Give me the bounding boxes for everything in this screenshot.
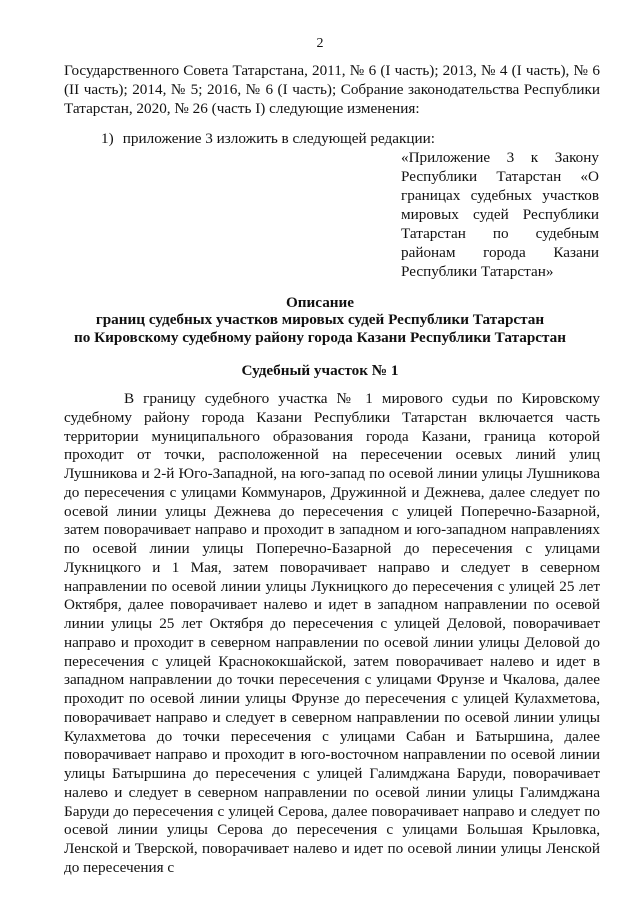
- intro-paragraph: Государственного Совета Татарстана, 2011, № 6 (I часть); 2013, № 4 (I часть), № 6 (II часть); 2014, № 5; 2016, № 6 (I часть); Собрание законодательства Республики Татарстан, 2020, № 26 (часть I) следующие изменения:: [64, 62, 600, 117]
- heading-line-2: границ судебных участков мировых судей Республики Татарстан: [95, 311, 545, 328]
- page-number: 2: [316, 36, 324, 51]
- heading-line-3: по Кировскому судебному району города Казани Республики Татарстан: [73, 329, 567, 346]
- appendix-note: «Приложение 3 к Закону Республики Татарстан «О границах судебных участков мировых судей Республики Татарстан по судебным районам города Казани Республики Татарстан»: [401, 149, 599, 280]
- amendment-text: приложение 3 изложить в следующей редакции:: [122, 130, 435, 147]
- section-body: В границу судебного участка № 1 мирового судьи по Кировскому судебному району города Казани Республики Татарстан включается часть территории муниципального образования города Казани, граница которой проходит от точки, расположенной на пересечении осевых линий улиц Лушникова и 2-й Юго-Западной, на юго-запад по осевой линии улицы Лушникова до пересечения с улицами Коммунаров, Дружинной и Дежнева, далее следует по осевой линии улицы Дежнева до пересечения с улицей Поперечно-Базарной, затем поворачивает направо и проходит в западном и юго-западном направлениях по осевой линии улицы Поперечно-Базарной до пересечения с улицами Лукницкого и 1 Мая, затем поворачивает направо и следует в северном направлении по осевой линии улицы Лукницкого до пересечения с улицей 25 лет Октября, далее поворачивает налево и идет в западном направлении по осевой линии улицы 25 лет Октября до пересечения с улицей Деловой, поворачивает направо и проходит в северном направлении по осевой линии улицы Деловой до пересечения с улицей Краснококшайской, затем поворачивает налево и идет в западном направлении до точки пересечения с улицами Фрунзе и Чкалова, далее проходит по осевой линии улицы Фрунзе до пересечения с улицей Кулахметова, поворачивает направо и следует в северном направлении по осевой линии улицы Кулахметова до точки пересечения с улицами Сабан и Батыршина, далее поворачивает направо и проходит в юго-восточном направлении по осевой линии улицы Батыршина до пересечения с улицей Галимджана Баруди, поворачивает налево и следует в северном направлении по осевой линии улицы Галимджана Баруди до пересечения с улицей Серова, далее поворачивает направо и следует по осевой линии улицы Серова до пересечения с улицами Большая Крыловка, Ленской и Тверской, поворачивает налево и идет по осевой линии улицы Ленской до пересечения с: [64, 390, 600, 876]
- amendment-number: 1): [101, 130, 114, 147]
- section-title: Судебный участок № 1: [241, 362, 399, 379]
- amendment-item: [101, 129, 581, 148]
- heading-line-1: Описание: [285, 294, 355, 311]
